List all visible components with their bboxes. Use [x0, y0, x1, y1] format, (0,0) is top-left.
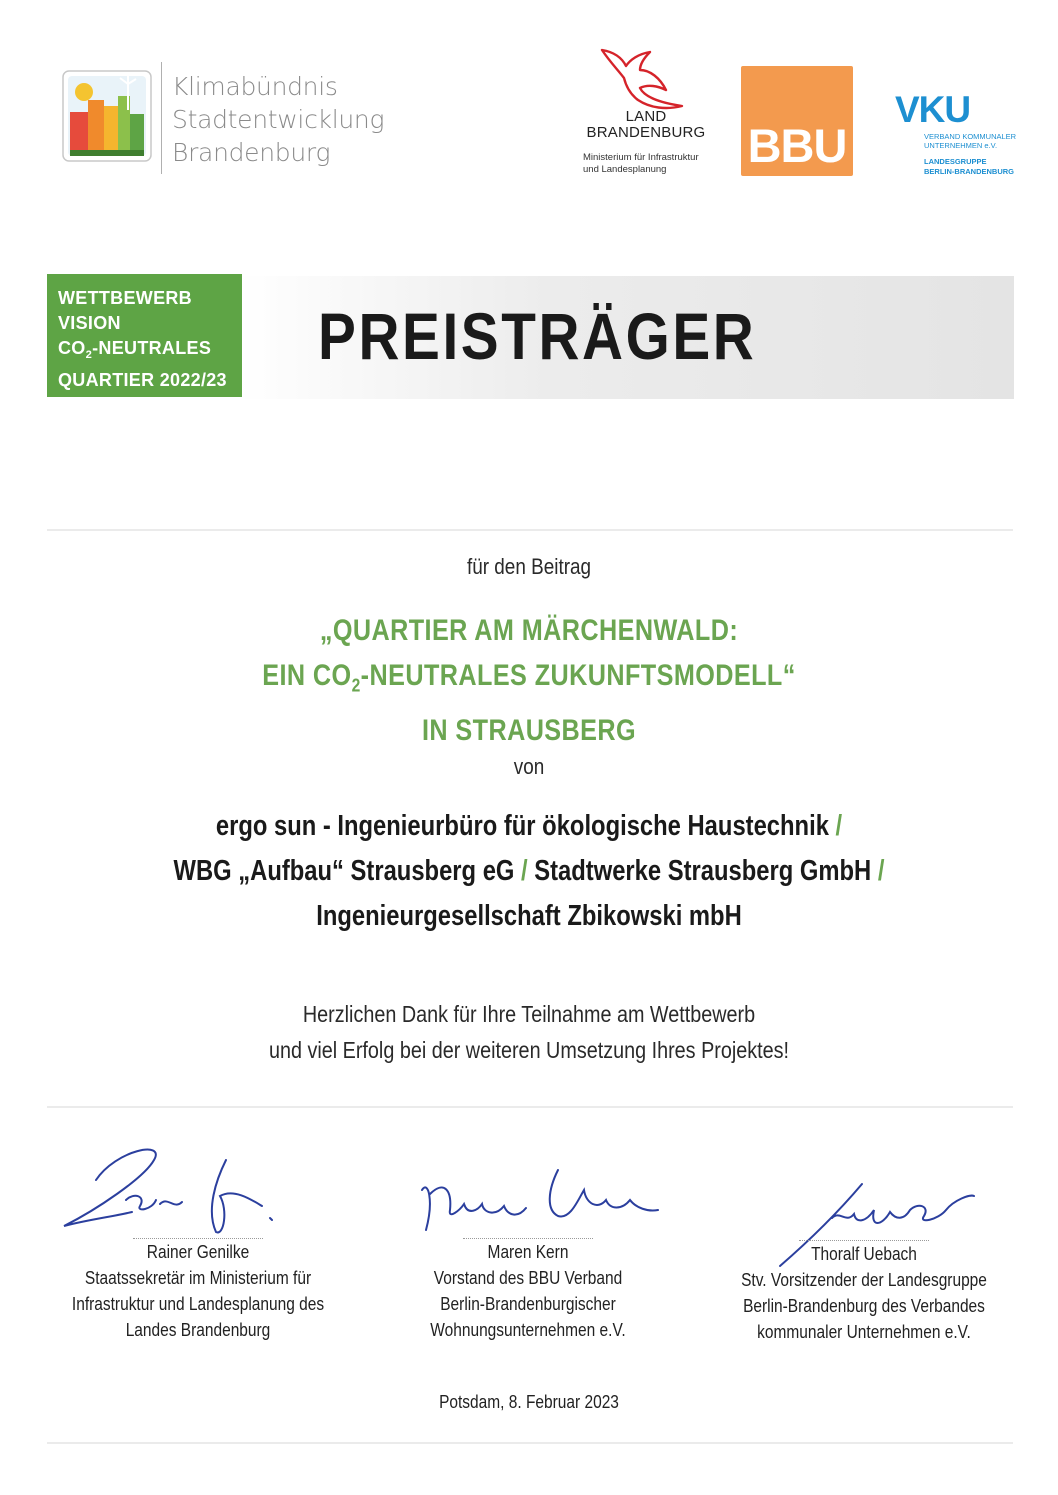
signature-genilke-icon: [56, 1140, 296, 1240]
signatory-role-line: Landes Brandenburg: [125, 1320, 271, 1340]
signatory-name: Thoralf Uebach: [811, 1244, 917, 1264]
partner-name: ergo sun - Ingenieurbüro für ökologische Haustechnik: [215, 810, 829, 842]
signatory-name: Maren Kern: [487, 1242, 569, 1262]
bbu-logo-label: BBU: [747, 119, 847, 172]
divider-top: [47, 529, 1013, 531]
signatory-role-line: Wohnungsunternehmen e.V.: [430, 1320, 626, 1340]
ministry-caption: [583, 152, 713, 176]
klimabuendnis-logo-icon: [62, 70, 152, 162]
signatory-role-line: Berlin-Brandenburg des Verbandes: [743, 1296, 985, 1316]
klimabuendnis-line: Brandenburg: [172, 138, 331, 167]
thanks-line: und viel Erfolg bei der weiteren Umsetzung Ihres Projektes!: [268, 1037, 790, 1063]
project-neutrales: -NEUTRALES ZUKUNFTSMODELL“: [360, 659, 796, 692]
project-line: „QUARTIER AM MÄRCHENWALD:: [319, 614, 739, 647]
signatory-role-line: Berlin-Brandenburgischer: [440, 1294, 616, 1314]
project-line: IN STRAUSBERG: [421, 713, 637, 747]
vku-group-line: BERLIN-BRANDENBURG: [924, 167, 1014, 176]
project-co: EIN CO: [262, 659, 352, 692]
page-title: PREISTRÄGER: [318, 299, 757, 373]
badge-line: QUARTIER 2022/23: [58, 369, 227, 390]
signature-kern-icon: [408, 1160, 668, 1240]
vku-caption: [924, 132, 1024, 150]
place-date: Potsdam, 8. Februar 2023: [439, 1392, 619, 1412]
logo-divider: [161, 62, 162, 174]
klimabuendnis-wordmark: [172, 70, 384, 169]
badge-co: CO: [58, 338, 86, 358]
land-line: LAND: [625, 108, 667, 125]
badge-line: VISION: [58, 313, 121, 333]
vku-caption-line: UNTERNEHMEN e.V.: [924, 141, 998, 150]
signatory-role-line: Stv. Vorsitzender der Landesgruppe: [741, 1270, 987, 1290]
partner-line: [95, 849, 963, 894]
partner-separator: /: [835, 810, 843, 842]
signatory-3: [704, 1240, 1024, 1345]
partner-line: [95, 894, 963, 939]
signatory-role-line: Staatssekretär im Ministerium für: [84, 1268, 312, 1288]
ministry-line: Ministerium für Infrastruktur: [583, 152, 699, 163]
klimabuendnis-line: Stadtentwicklung: [172, 105, 385, 134]
thanks-line: Herzlichen Dank für Ihre Teilnahme am Wettbewerb: [302, 1001, 756, 1027]
signatory-role-line: kommunaler Unternehmen e.V.: [757, 1322, 971, 1342]
badge-line: [58, 336, 238, 368]
signatory-name: Rainer Genilke: [146, 1242, 250, 1262]
land-brandenburg-wordmark: [583, 109, 709, 141]
divider-middle: [47, 1106, 1013, 1108]
badge-subscript: 2: [85, 348, 93, 361]
badge-neutrales: -NEUTRALES: [92, 338, 212, 358]
land-line: BRANDENBURG: [586, 124, 706, 141]
red-eagle-icon: [596, 44, 688, 114]
von-text: von: [513, 754, 545, 779]
partner-line: [95, 804, 963, 849]
vku-group-caption: [924, 157, 1024, 177]
project-title: [85, 608, 974, 753]
vku-group-line: LANDESGRUPPE: [924, 157, 987, 166]
project-subscript: 2: [351, 674, 361, 696]
competition-badge-text: [58, 286, 238, 393]
project-line: [85, 653, 974, 708]
partner-name: WBG „Aufbau“ Strausberg eG: [173, 855, 515, 887]
partner-name: Ingenieurgesellschaft Zbikowski mbH: [316, 900, 742, 932]
thanks-text: [74, 996, 984, 1068]
badge-line: WETTBEWERB: [58, 288, 192, 308]
partner-separator: /: [521, 855, 528, 887]
klimabuendnis-line: Klimabündnis: [172, 72, 338, 101]
vku-logo-icon: VKU: [895, 89, 971, 130]
signatory-2: [368, 1238, 688, 1343]
signatory-role-line: Infrastruktur und Landesplanung des: [71, 1294, 325, 1314]
partner-separator: /: [877, 855, 885, 887]
vku-caption-line: VERBAND KOMMUNALER: [924, 132, 1017, 141]
partner-name: Stadtwerke Strausberg GmbH: [534, 855, 872, 887]
signatory-1: [38, 1238, 358, 1343]
intro-text: für den Beitrag: [466, 554, 592, 579]
partner-list: [95, 804, 963, 939]
ministry-line: und Landesplanung: [583, 164, 667, 175]
signatory-role-line: Vorstand des BBU Verband: [433, 1268, 623, 1288]
divider-bottom: [47, 1442, 1013, 1444]
